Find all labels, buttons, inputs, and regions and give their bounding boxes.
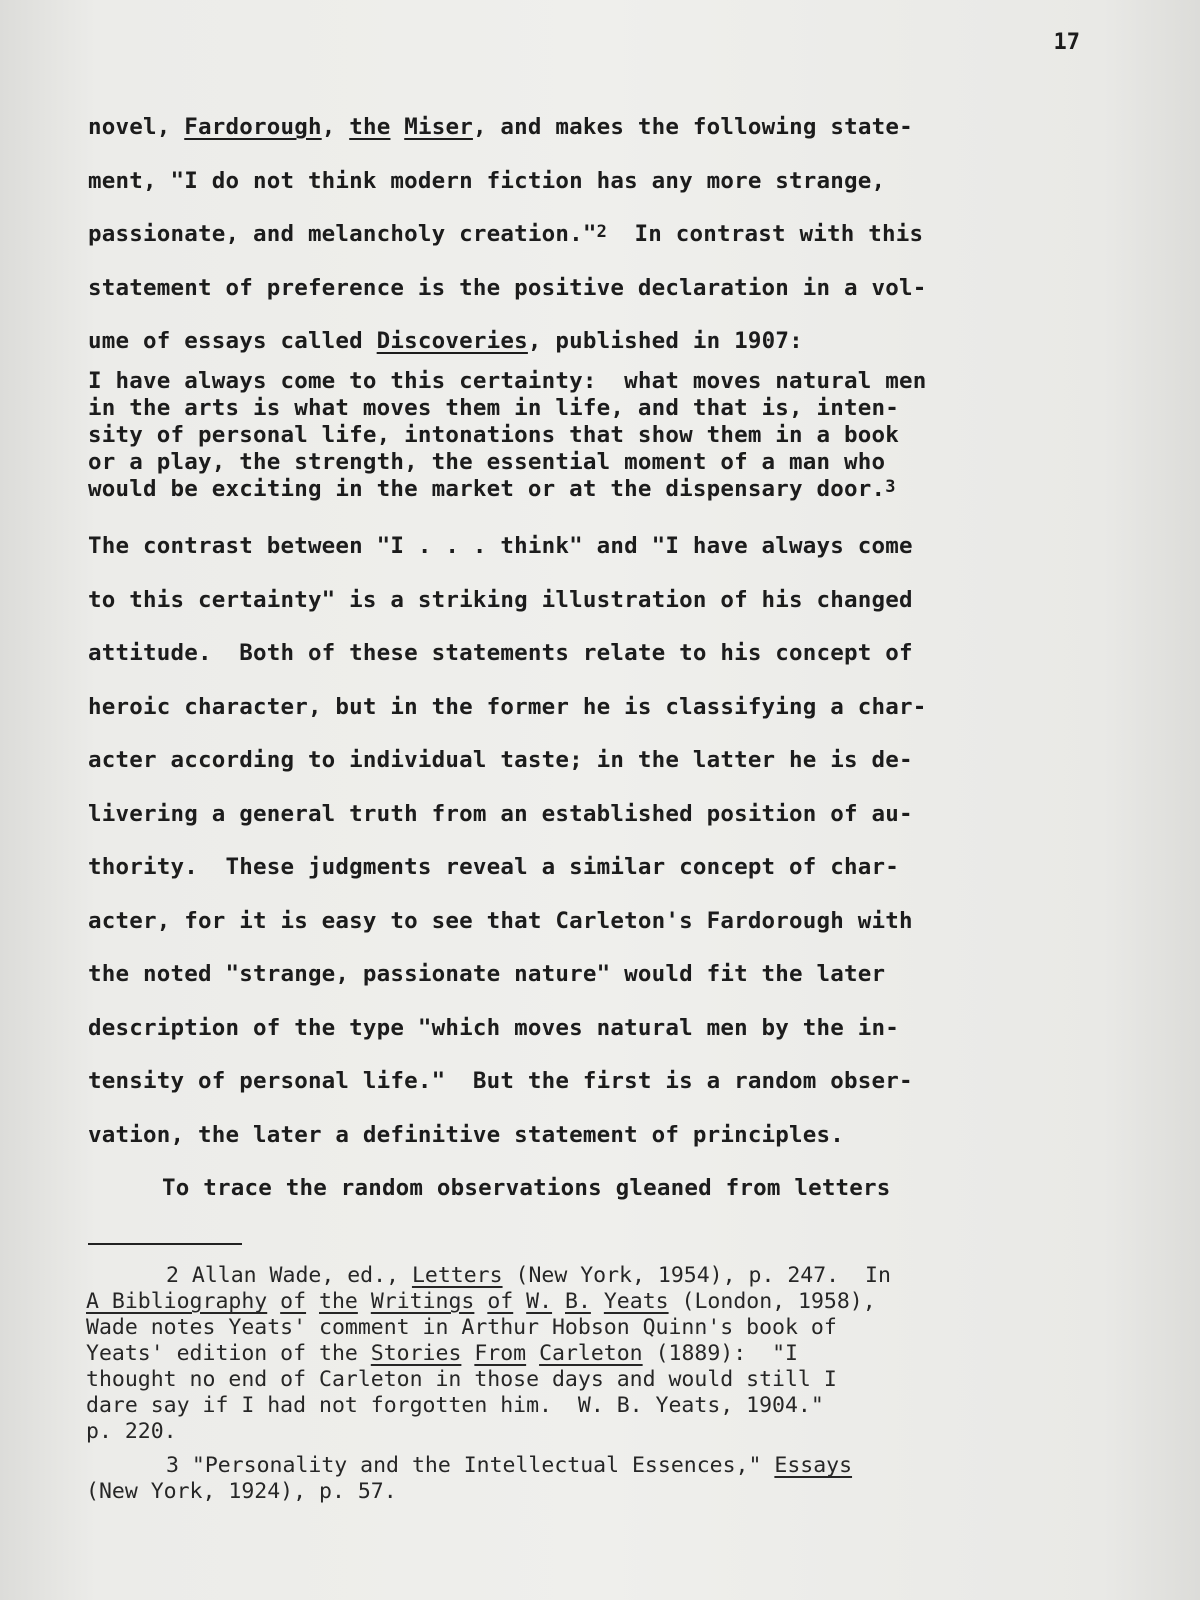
footnote-line: p. 220.	[86, 1419, 177, 1444]
block-quote	[88, 368, 1098, 505]
text-line: thority. These judgments reveal a similar concept of char-	[88, 854, 900, 880]
footnote-ref: 3	[885, 477, 896, 497]
text-run: In contrast with this	[607, 221, 924, 247]
text-line: the noted "strange, passionate nature" would fit the later	[88, 961, 886, 987]
text-run: (London, 1958),	[668, 1289, 876, 1314]
underlined-title: Carleton	[539, 1341, 643, 1366]
text-run: (New York, 1954), p. 247. In	[502, 1263, 891, 1288]
underlined-title: the	[349, 114, 391, 140]
text-run	[526, 1341, 539, 1366]
underlined-title: Essays	[774, 1453, 853, 1478]
footnote-line: (New York, 1924), p. 57.	[86, 1479, 397, 1504]
text-run: Yeats' edition of the	[86, 1341, 371, 1366]
text-line	[88, 211, 1098, 265]
footnote-line: thought no end of Carleton in those days and would still I	[86, 1367, 837, 1392]
text-line: heroic character, but in the former he is classifying a char-	[88, 693, 927, 720]
footnote-ref: 2	[596, 222, 608, 242]
footnote-line: dare say if I had not forgotten him. W. B. Yeats, 1904."	[86, 1393, 824, 1418]
text-run: 3 "Personality and the Intellectual Essences,"	[166, 1453, 775, 1478]
underlined-title: Fardorough	[184, 114, 322, 140]
text-run: ,	[321, 114, 350, 140]
underlined-title: Stories	[370, 1341, 462, 1366]
underlined-title: Yeats	[603, 1289, 669, 1314]
text-line: statement of preference is the positive declaration in a vol-	[88, 274, 927, 301]
text-run: novel,	[88, 114, 185, 140]
text-run	[267, 1289, 280, 1314]
text-run	[591, 1289, 604, 1314]
quote-line: or a play, the strength, the essential moment of a man who	[88, 449, 886, 475]
footnote-line	[86, 1263, 1086, 1289]
text-line: acter, for it is easy to see that Carleton's Fardorough with	[88, 907, 913, 934]
page-number: 17	[1053, 30, 1080, 55]
underlined-title: Letters	[411, 1263, 503, 1288]
text-run: passionate, and melancholy creation."	[88, 221, 597, 247]
text-run	[552, 1289, 565, 1314]
quote-line	[88, 476, 1098, 505]
text-line: The contrast between "I . . . think" and "I have always come	[88, 533, 913, 559]
quote-line: sity of personal life, intonations that show them in a book	[88, 422, 900, 448]
underlined-title: Miser	[404, 114, 473, 140]
quote-line: I have always come to this certainty: what moves natural men	[88, 368, 927, 394]
text-run	[358, 1289, 371, 1314]
underlined-title: A Bibliography	[86, 1289, 268, 1314]
footnote-line	[86, 1341, 1086, 1367]
underlined-title: the	[319, 1289, 358, 1314]
footnote-gap	[86, 1445, 1086, 1453]
text-run: , published in 1907:	[527, 328, 803, 354]
quote-line: in the arts is what moves them in life, and that is, inten-	[88, 395, 900, 421]
text-run: (1889): "I	[642, 1341, 798, 1366]
text-run	[390, 114, 404, 140]
text-run	[474, 1289, 487, 1314]
underlined-title: of	[280, 1289, 307, 1314]
text-run: ume of essays called	[88, 328, 377, 354]
underlined-title: Writings	[370, 1289, 475, 1314]
underlined-title: From	[474, 1341, 527, 1366]
text-run	[461, 1341, 474, 1366]
text-line: ment, "I do not think modern fiction has any more strange,	[88, 167, 886, 194]
underlined-title: W.	[526, 1289, 553, 1314]
text-run	[513, 1289, 526, 1314]
footnotes	[86, 1263, 1086, 1505]
text-run: , and makes the following state-	[472, 114, 913, 140]
footnote-separator	[88, 1243, 242, 1245]
text-line: attitude. Both of these statements relate to his concept of	[88, 640, 913, 666]
underlined-title: of	[487, 1289, 514, 1314]
text-line: tensity of personal life." But the first is a random obser-	[88, 1068, 913, 1094]
text-line: vation, the later a definitive statement of principles.	[88, 1121, 845, 1148]
text-line: description of the type "which moves natural men by the in-	[88, 1014, 900, 1041]
text-line: to this certainty" is a striking illustration of his changed	[88, 586, 913, 613]
text-line	[88, 318, 1098, 364]
body-text	[88, 104, 1098, 1219]
text-run: would be exciting in the market or at the dispensary door.	[88, 476, 886, 502]
text-line: livering a general truth from an established position of au-	[88, 800, 913, 827]
text-run: 2 Allan Wade, ed.,	[166, 1263, 412, 1288]
footnote-line	[86, 1453, 1086, 1479]
text-line: To trace the random observations gleaned from letters	[162, 1175, 891, 1201]
footnote-line: Wade notes Yeats' comment in Arthur Hobson Quinn's book of	[86, 1315, 837, 1340]
footnote-line	[86, 1289, 1086, 1315]
underlined-title: Discoveries	[376, 328, 528, 354]
text-line: acter according to individual taste; in the latter he is de-	[88, 747, 913, 773]
text-line	[88, 104, 1098, 158]
underlined-title: B.	[565, 1289, 591, 1314]
text-run	[306, 1289, 319, 1314]
